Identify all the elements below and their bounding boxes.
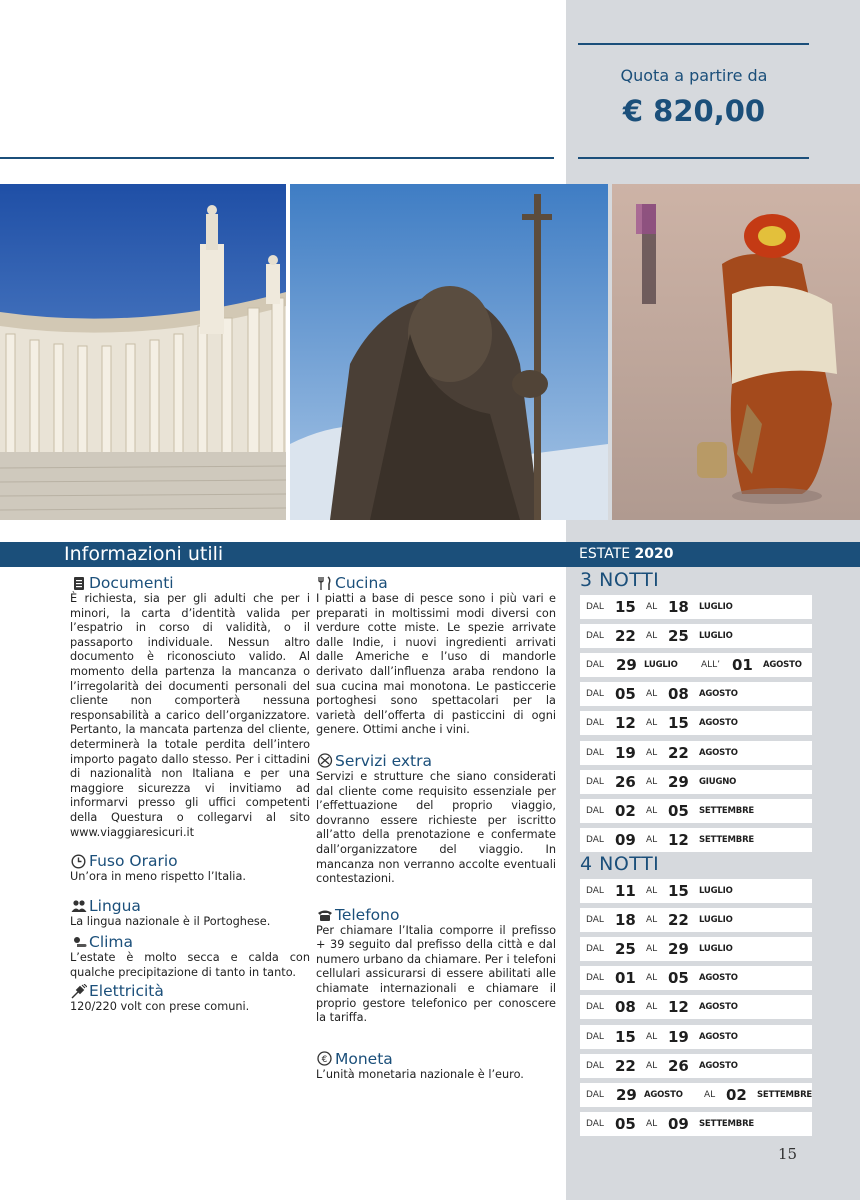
dal-label: DAL — [586, 631, 604, 642]
to-month: SETTEMBRE — [757, 1089, 813, 1100]
date-row — [580, 711, 812, 735]
dal-label: DAL — [586, 886, 604, 896]
month-label: LUGLIO — [699, 886, 733, 896]
dal-label: DAL — [586, 1118, 604, 1129]
document-icon — [70, 576, 87, 591]
al-label: AL — [646, 718, 658, 729]
to-day: 02 — [726, 1085, 747, 1104]
date-row — [580, 937, 812, 961]
dal-label: DAL — [586, 660, 604, 671]
table-title-3-notti: 3 NOTTI — [580, 569, 660, 591]
from-day: 05 — [615, 685, 636, 704]
cutlery-icon — [316, 576, 333, 591]
section-title: Documenti — [89, 574, 174, 592]
clock-icon — [70, 854, 87, 869]
al-label: AL — [646, 944, 658, 955]
season-label: ESTATE — [579, 546, 631, 562]
date-row — [580, 1083, 812, 1107]
dal-label: DAL — [586, 1031, 604, 1042]
info-column-right — [316, 574, 556, 1082]
photo-pilgrim — [612, 184, 860, 520]
phone-icon — [316, 907, 333, 922]
to-day: 18 — [668, 598, 689, 616]
section-lingua — [70, 897, 310, 915]
from-day: 15 — [615, 598, 636, 616]
from-day: 08 — [615, 998, 636, 1017]
from-day: 18 — [615, 911, 636, 930]
from-day: 09 — [615, 830, 636, 849]
from-day: 05 — [615, 1114, 636, 1133]
date-row — [580, 741, 812, 765]
section-title: Elettricità — [89, 982, 164, 1001]
month-label: SETTEMBRE — [699, 1118, 755, 1129]
date-row — [580, 799, 812, 823]
section-elettricita — [70, 982, 310, 1000]
to-day: 15 — [668, 882, 689, 900]
price-bottom-rule — [578, 157, 809, 159]
al-label: AL — [646, 915, 658, 926]
al-label: AL — [646, 1031, 658, 1042]
al-label: AL — [646, 1002, 658, 1013]
date-row — [580, 879, 812, 903]
al-label: AL — [646, 805, 658, 816]
header-rule — [0, 157, 554, 159]
info-title: Informazioni utili — [64, 543, 224, 565]
from-day: 29 — [616, 656, 637, 675]
month-label: LUGLIO — [699, 944, 733, 955]
section-telefono — [316, 906, 556, 924]
to-label: AL — [704, 1089, 716, 1100]
people-icon — [70, 898, 87, 913]
section-title: Moneta — [335, 1049, 393, 1068]
to-day: 09 — [668, 1114, 689, 1133]
to-day: 15 — [668, 714, 689, 733]
month-label: LUGLIO — [699, 631, 733, 642]
month-label: AGOSTO — [699, 1060, 738, 1071]
month-label: SETTEMBRE — [699, 805, 755, 816]
to-day: 05 — [668, 801, 689, 820]
section-text: È richiesta, sia per gli adulti che per i minori, la carta d’identità valida per l’espatrio in corso di validità, o il passaporto individuale. Nessun altro documento è riconosciuto valido. Al momento della partenza la mancanza o l’irregolarità dei documenti personali del cliente non comporterà nessuna responsabilità a carico dell’organizzatore. Pertanto, la mancata partenza del cliente, determinerà la totale perdita dell’intero importo pagato dallo stesso. Per i cittadini di nazionalità non Italiana e per una maggiore sicurezza vi invitiamo ad informarvi presso gli uffici competenti della Questura o collegarvi al sito www.viaggiaresicuri.it — [70, 592, 310, 839]
al-label: AL — [646, 886, 658, 896]
al-label: AL — [646, 776, 658, 787]
from-day: 01 — [615, 969, 636, 988]
section-text: 120/220 volt con prese comuni. — [70, 1000, 250, 1014]
dal-label: DAL — [586, 602, 604, 612]
from-month: AGOSTO — [644, 1089, 683, 1100]
dal-label: DAL — [586, 718, 604, 729]
month-label: LUGLIO — [699, 915, 733, 926]
section-title: Servizi extra — [335, 751, 432, 770]
al-label: AL — [646, 834, 658, 845]
services-icon — [316, 753, 333, 768]
from-day: 11 — [615, 882, 636, 900]
from-month: LUGLIO — [644, 660, 678, 671]
from-day: 25 — [615, 940, 636, 959]
dal-label: DAL — [586, 689, 604, 700]
dal-label: DAL — [586, 1002, 604, 1013]
dal-label: DAL — [586, 944, 604, 955]
date-row — [580, 966, 812, 990]
al-label: AL — [646, 1060, 658, 1071]
to-day: 29 — [668, 940, 689, 959]
from-day: 12 — [615, 714, 636, 733]
section-title: Cucina — [335, 574, 388, 592]
al-label: AL — [646, 602, 658, 612]
to-day: 12 — [668, 998, 689, 1017]
table-title-4-notti: 4 NOTTI — [580, 853, 660, 875]
to-day: 26 — [668, 1056, 689, 1075]
to-day: 05 — [668, 969, 689, 988]
section-title: Clima — [89, 933, 134, 952]
dal-label: DAL — [586, 973, 604, 984]
to-day: 08 — [668, 685, 689, 704]
section-cucina — [316, 574, 556, 592]
dal-label: DAL — [586, 776, 604, 787]
date-row — [580, 682, 812, 706]
to-day: 01 — [732, 656, 753, 675]
month-label: AGOSTO — [699, 747, 738, 758]
section-text: Servizi e strutture che siano considerati dal cliente come requisito essenziale per l’effettuazione del proprio viaggio, dovranno essere richieste per iscritto all’atto della prenotazione e confermate dall’organizzatore del viaggio. In mancanza non verranno accolte eventuali contestazioni. — [316, 769, 556, 886]
section-text: I piatti a base di pesce sono i più vari e preparati in moltissimi modi diversi con verdure cotte miste. Le spezie arrivate dalle Indie, i nuovi ingredienti arrivati dalle Americhe e l’uso di mandorle derivato dall’influenza araba rendono la sua cucina mai monotona. Le pasticcerie portoghesi sono spettacolari per la varietà dell’offerta di pasticcini di ogni genere. Ottimi anche i vini. — [316, 592, 556, 737]
month-label: AGOSTO — [699, 718, 738, 729]
date-row — [580, 653, 812, 677]
date-row — [580, 908, 812, 932]
month-label: GIUGNO — [699, 776, 737, 787]
al-label: AL — [646, 973, 658, 984]
to-month: AGOSTO — [763, 660, 802, 671]
dal-label: DAL — [586, 805, 604, 816]
page-number: 15 — [778, 1145, 798, 1163]
from-day: 26 — [615, 772, 636, 791]
to-day: 25 — [668, 627, 689, 646]
to-day: 12 — [668, 830, 689, 849]
date-row — [580, 624, 812, 648]
section-text: La lingua nazionale è il Portoghese. — [70, 914, 271, 928]
date-row — [580, 1054, 812, 1078]
section-fuso-orario — [70, 852, 310, 870]
date-row — [580, 1025, 812, 1049]
section-servizi-extra — [316, 752, 556, 770]
price-value: € 820,00 — [622, 94, 766, 128]
from-day: 19 — [615, 743, 636, 762]
price-label: Quota a partire da — [620, 66, 768, 85]
photo-statue — [290, 184, 608, 520]
from-day: 15 — [615, 1027, 636, 1046]
section-text: L’unità monetaria nazionale è l’euro. — [316, 1067, 524, 1081]
svg-text:€: € — [321, 1055, 328, 1066]
section-text: L’estate è molto secca e calda con qualche precipitazione di tanto in tanto. — [70, 951, 310, 979]
section-moneta — [316, 1050, 556, 1068]
section-text: Per chiamare l’Italia comporre il prefisso + 39 seguito dal prefisso della città e dal numero urbano da chiamare. Per i telefoni cellulari assicurarsi di essere abilitati alle chiamate internazionali e chiamare il proprio gestore telefonico per conoscere la tariffa. — [316, 923, 556, 1025]
section-title: Lingua — [89, 896, 141, 915]
al-label: AL — [646, 1118, 658, 1129]
plug-icon — [70, 984, 87, 999]
section-documenti — [70, 574, 310, 592]
month-label: LUGLIO — [699, 602, 733, 612]
section-title: Fuso Orario — [89, 852, 178, 871]
date-row — [580, 828, 812, 852]
month-label: AGOSTO — [699, 689, 738, 700]
date-row — [580, 995, 812, 1019]
to-day: 22 — [668, 743, 689, 762]
weather-icon — [70, 935, 87, 950]
season-year: 2020 — [634, 546, 674, 562]
month-label: AGOSTO — [699, 1031, 738, 1042]
to-label: ALL’ — [701, 660, 721, 671]
to-day: 29 — [668, 772, 689, 791]
from-day: 29 — [616, 1085, 637, 1104]
dal-label: DAL — [586, 915, 604, 926]
section-title: Telefono — [335, 905, 400, 924]
to-day: 22 — [668, 911, 689, 930]
date-row — [580, 1112, 812, 1136]
date-row — [580, 770, 812, 794]
al-label: AL — [646, 631, 658, 642]
section-text: Un’ora in meno rispetto l’Italia. — [70, 870, 246, 884]
date-row — [580, 595, 812, 619]
from-day: 22 — [615, 1056, 636, 1075]
month-label: AGOSTO — [699, 973, 738, 984]
info-column-left — [70, 574, 310, 1015]
month-label: AGOSTO — [699, 1002, 738, 1013]
photo-sanctuary — [0, 184, 286, 520]
from-day: 22 — [615, 627, 636, 646]
to-day: 19 — [668, 1027, 689, 1046]
al-label: AL — [646, 689, 658, 700]
euro-icon — [316, 1051, 333, 1066]
price-top-rule — [578, 43, 809, 45]
dal-label: DAL — [586, 1060, 604, 1071]
dal-label: DAL — [586, 1089, 604, 1100]
section-clima — [70, 933, 310, 951]
dal-label: DAL — [586, 834, 604, 845]
from-day: 02 — [615, 801, 636, 820]
season-title — [579, 542, 674, 567]
month-label: SETTEMBRE — [699, 834, 755, 845]
al-label: AL — [646, 747, 658, 758]
dal-label: DAL — [586, 747, 604, 758]
